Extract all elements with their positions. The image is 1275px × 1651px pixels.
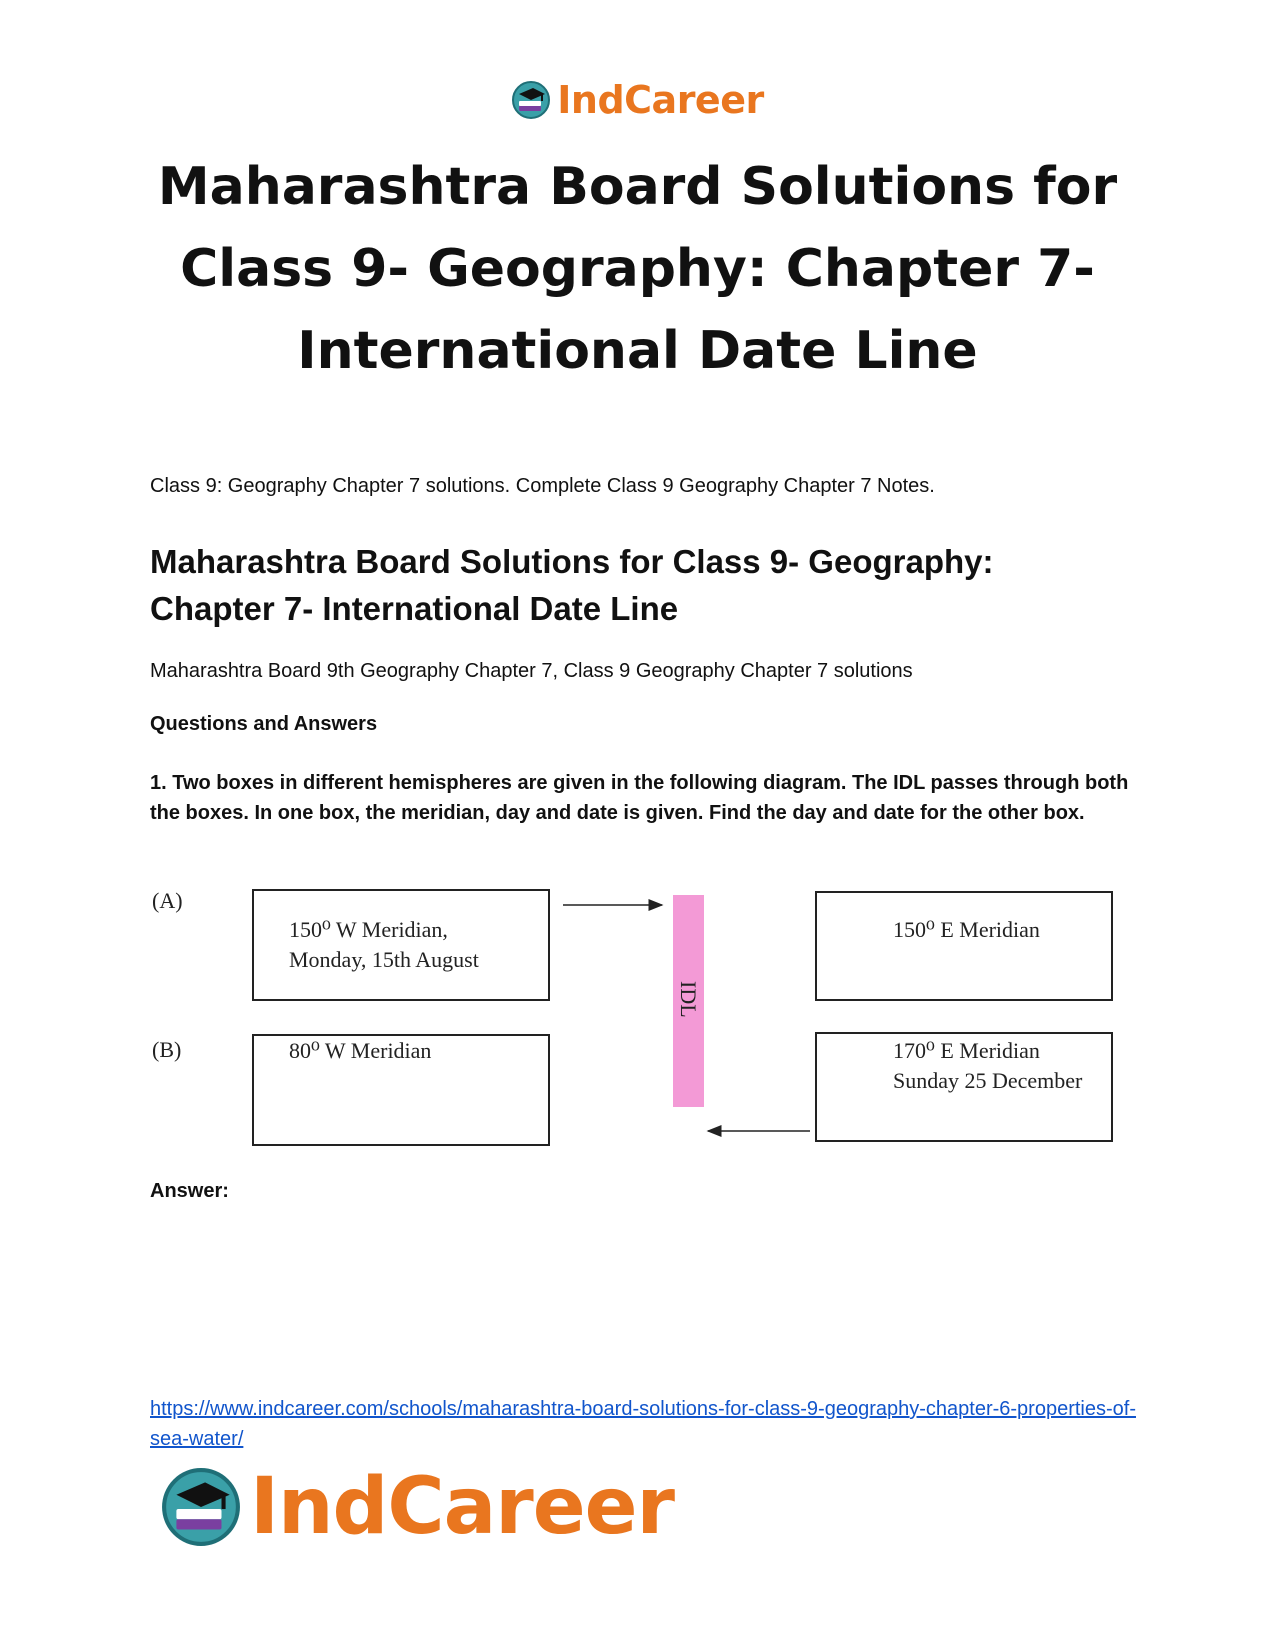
intro-text: Class 9: Geography Chapter 7 solutions. Complete Class 9 Geography Chapter 7 Notes.: [150, 475, 935, 497]
row-b-label: (B): [152, 1037, 182, 1062]
box-b-left-line1: 80⁰ W Meridian: [289, 1038, 432, 1063]
answer-label: Answer:: [150, 1180, 229, 1202]
footer-logo: [160, 1462, 674, 1553]
row-a-label: (A): [152, 888, 183, 913]
subtitle-text: Maharashtra Board 9th Geography Chapter 7, Class 9 Geography Chapter 7 solutions: [150, 660, 913, 682]
idl-label: IDL: [676, 981, 701, 1018]
box-b-right-line1: 170⁰ E Meridian: [893, 1038, 1040, 1063]
box-b-right-line2: Sunday 25 December: [893, 1068, 1083, 1093]
footer-link[interactable]: https://www.indcareer.com/schools/maharashtra-board-solutions-for-class-9-geography-chapter-6-properties-of-sea-water/: [150, 1398, 1136, 1450]
idl-diagram: [150, 880, 1125, 1160]
box-a-right-line1: 150⁰ E Meridian: [893, 917, 1040, 942]
graduation-book-icon: [511, 80, 551, 120]
box-a-right: [816, 892, 1112, 1000]
logo-text: IndCareer: [557, 78, 764, 122]
graduation-book-icon: [160, 1466, 242, 1548]
box-a-left-line1: 150⁰ W Meridian,: [289, 917, 448, 942]
box-a-left-line2: Monday, 15th August: [289, 947, 479, 972]
section-heading: Maharashtra Board Solutions for Class 9- Geography: Chapter 7- International Date Line: [150, 543, 994, 627]
box-a-left: [253, 890, 549, 1000]
question-text: 1. Two boxes in different hemispheres are given in the following diagram. The IDL passes through both the boxes. In one box, the meridian, day and date is given. Find the day and date for the other box.: [150, 772, 1129, 824]
footer-logo-text: IndCareer: [250, 1462, 674, 1552]
page-title: Maharashtra Board Solutions for Class 9- Geography: Chapter 7- International Date Line: [157, 157, 1118, 381]
questions-answers-label: Questions and Answers: [150, 713, 378, 735]
header-logo: [0, 78, 1275, 125]
